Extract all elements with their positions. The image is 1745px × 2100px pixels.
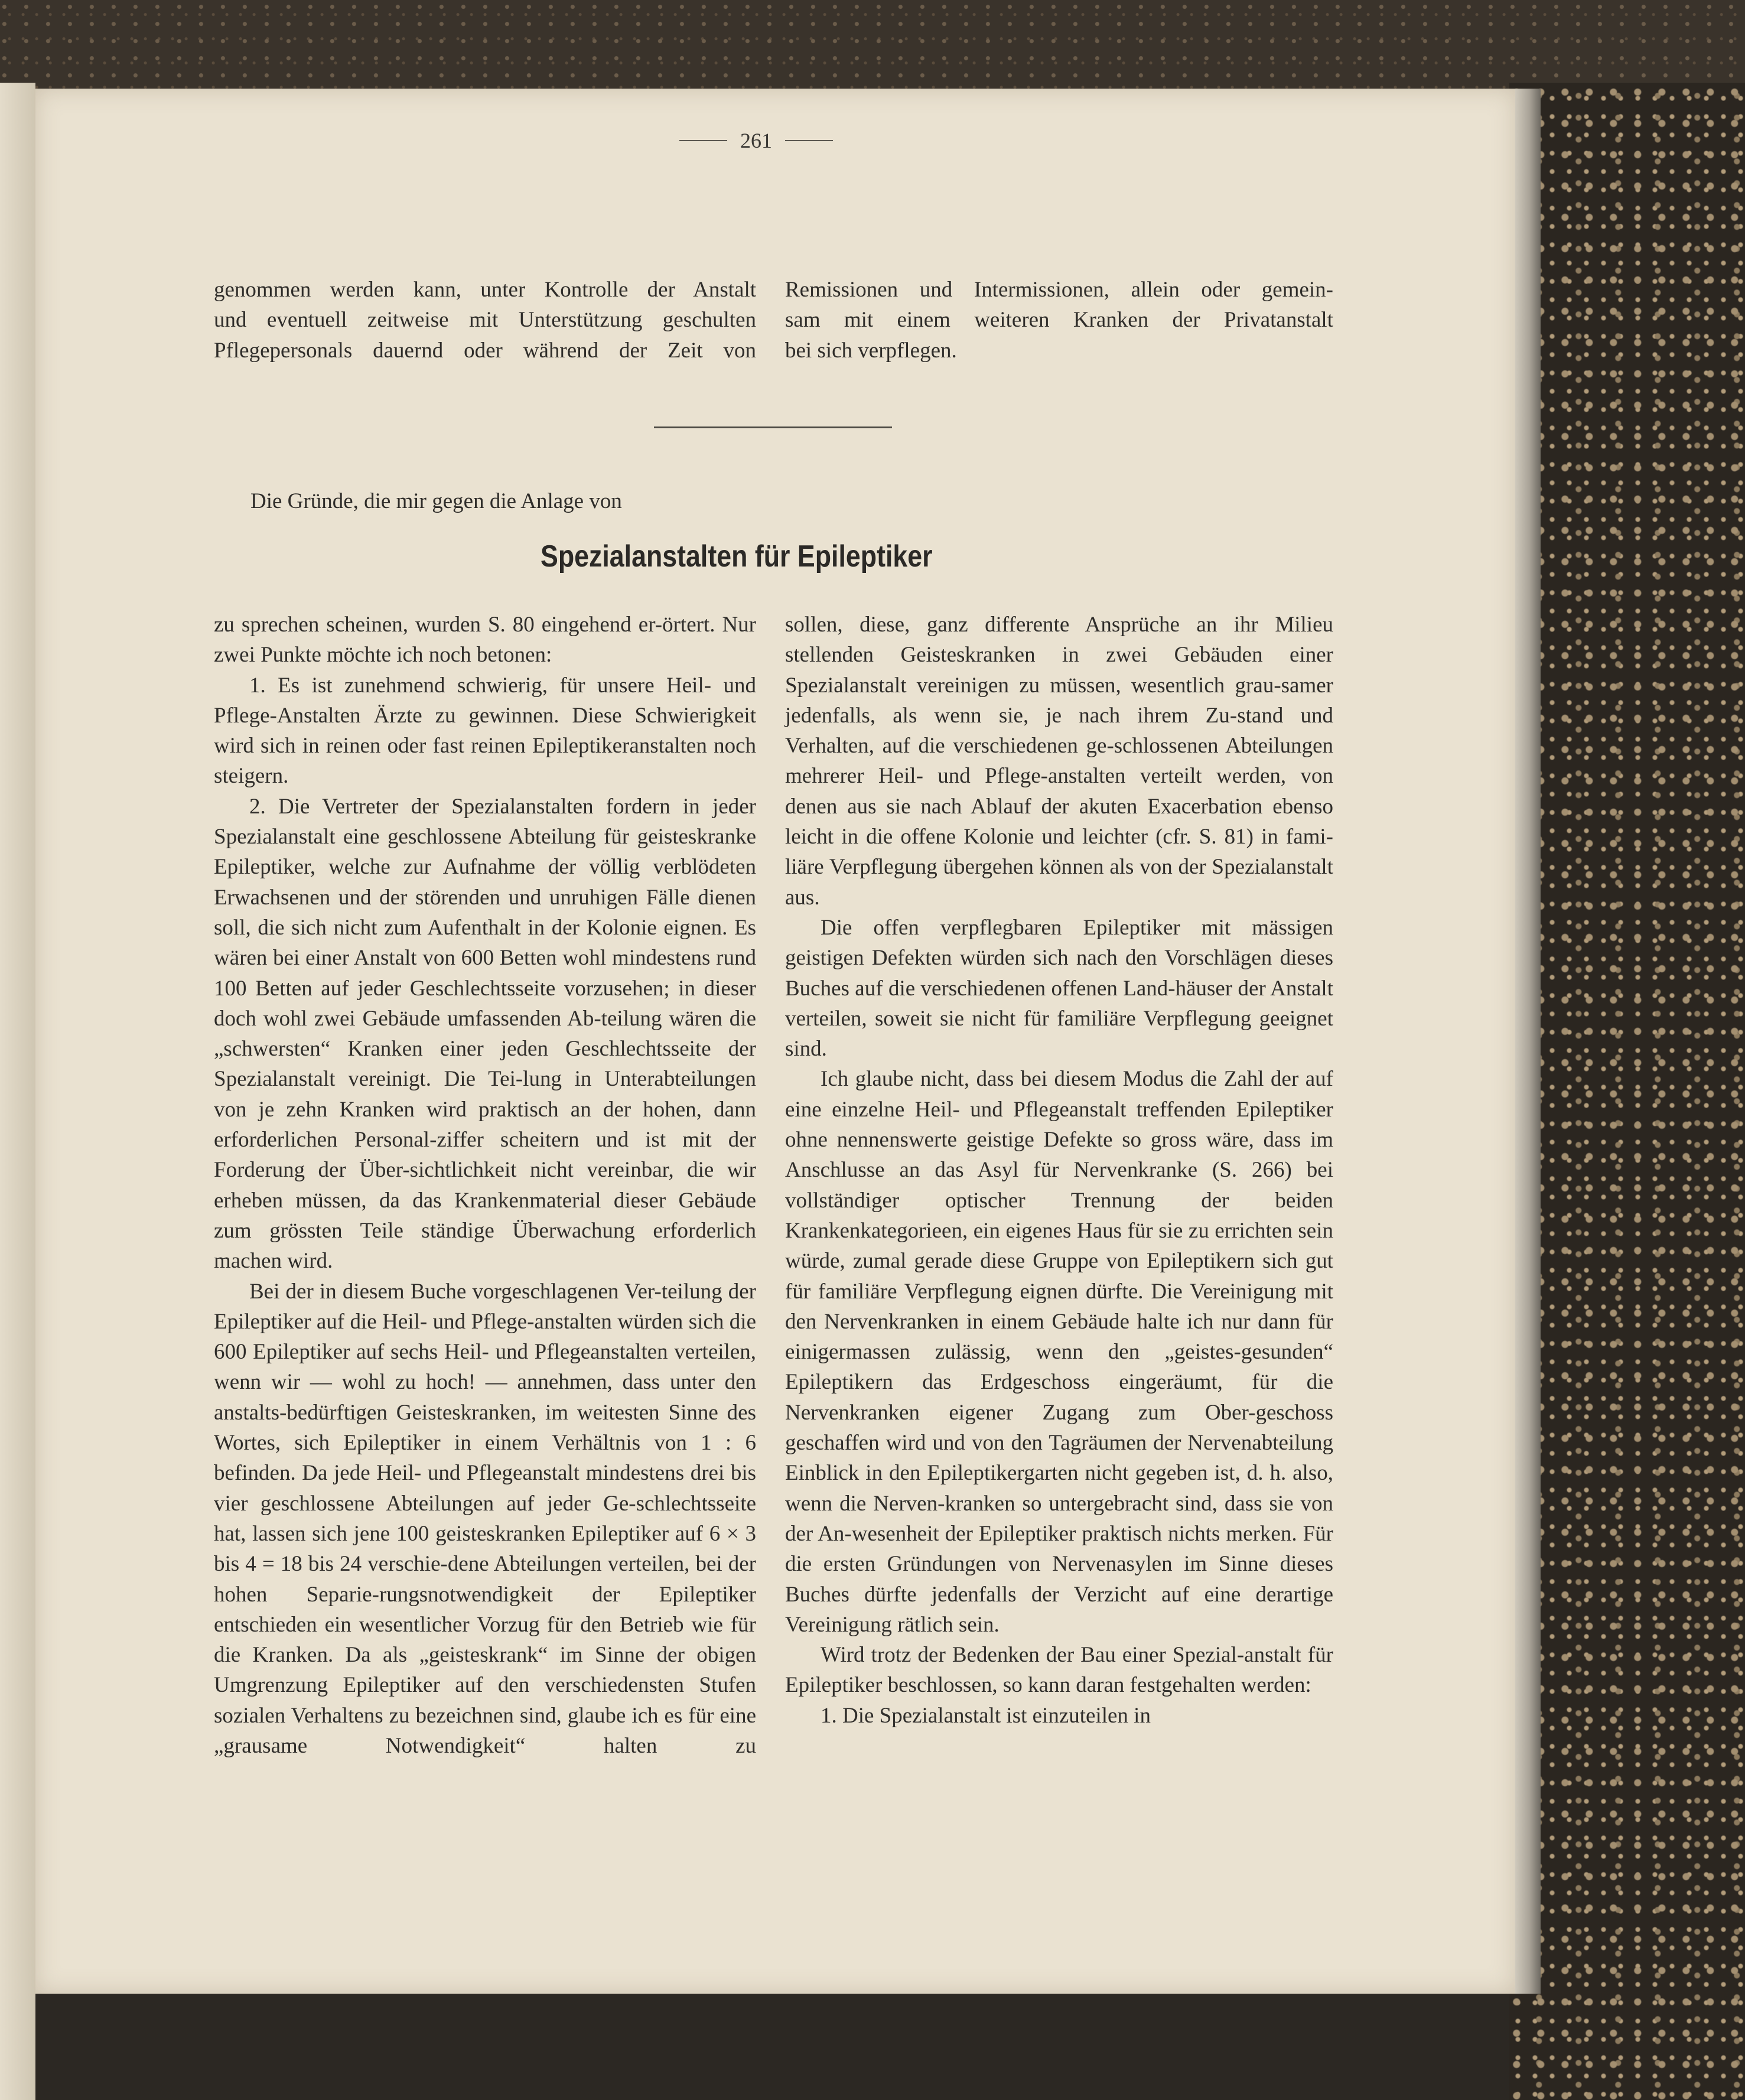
text-line: Remissionen und Intermissionen, allein oder gemein- [785, 278, 1333, 302]
section-divider [654, 426, 892, 428]
paragraph: Die offen verpflegbaren Epileptiker mit mässigen geistigen Defekten würden sich nach den Vorschlägen dieses Buches auf die verschiedenen offenen Land-häuser der Anstalt verteilen, soweit sie nicht für familiäre Verpflegung geeignet sind. [785, 915, 1333, 1062]
paragraph: Ich glaube nicht, dass bei diesem Modus die Zahl der auf eine einzelne Heil- und Pflegeanstalt treffenden Epileptiker ohne nennenswerte geistige Defekte so gross wäre, dass im Anschlusse an das Asyl für Nervenkranke (S. 266) bei vollständiger optischer Trennung der beiden Krankenkategorieen, ein eigenes Haus für sie zu errichten sein würde, zumal gerade diese Gruppe von Epileptikern sich gut für familiäre Verpflegung eignen dürfte. Die Vereinigung mit den Nervenkranken in einem Gebäude halte ich nur dann für einigermassen zulässig, wenn den „geistes-gesunden“ Epileptikern das Erdgeschoss eingeräumt, für die Nervenkranken eigener Zugang zum Ober-geschoss geschaffen wird und von den Tagräumen der Nervenabteilung Einblick in den Epileptikergarten nicht gegeben ist, d. h. also, wenn die Nerven-kranken so untergebracht sind, dass sie von der An-wesenheit der Epileptiker praktisch nichts merken. Für die ersten Gründungen von Nervenasylen im Sinne dieses Buches dürfte jedenfalls der Verzicht auf eine derartige Vereinigung rätlich sein. [785, 1067, 1333, 1637]
text-line: sam mit einem weiteren Kranken der Privatanstalt [785, 308, 1333, 333]
paragraph: sollen, diese, ganz differente Ansprüche an ihr Milieu stellenden Geisteskranken in zwei Gebäuden einer Spezialanstalt vereinigen zu müssen, wesentlich grau-samer jedenfalls, als wenn sie, je nach ihrem Zu-stand und Verhalten, auf die verschiedenen ge-schlossenen Abteilungen mehrerer Heil- und Pflege-anstalten verteilt werden, von denen aus sie nach Ablauf der akuten Exacerbation ebenso leicht in die offene Kolonie und leichter (cfr. S. 81) in fami-liäre Verpflegung übergehen können als von der Spezialanstalt aus. [785, 613, 1333, 910]
text-line: Pflegepersonals dauernd oder während der Zeit von [214, 338, 756, 363]
book-spine-top [0, 0, 1745, 89]
paragraph: 2. Die Vertreter der Spezialanstalten fordern in jeder Spezialanstalt eine geschlossene Abteilung für geisteskranke Epileptiker, welche zur Aufnahme der völlig verblödeten Erwachsenen und der störenden und unruhigen Fälle dienen soll, die sich nicht zum Aufenthalt in der Kolonie eignen. Es wären bei einer Anstalt von 600 Betten wohl mindestens rund 100 Betten auf jeder Geschlechtsseite vorzusehen; in dieser doch wohl zwei Gebäude umfassenden Ab-teilung wären die „schwersten“ Kranken einer jeden Geschlechtsseite der Spezialanstalt vereinigt. Die Tei-lung in Unterabteilungen von je zehn Kranken wird praktisch an der hohen, dann erforderlichen Personal-ziffer scheitern und ist mit der Forderung der Über-sichtlichkeit nicht vereinbar, die wir erheben müssen, da das Krankenmaterial dieser Gebäude zum grössten Teile ständige Überwachung erforderlich machen wird. [214, 794, 756, 1274]
paragraph: 1. Es ist zunehmend schwierig, für unsere Heil- und Pflege-Anstalten Ärzte zu gewinnen. Diese Schwierigkeit wird sich in reinen oder fast reinen Epileptikeranstalten noch steigern. [214, 673, 756, 789]
facing-page-edge [0, 83, 35, 2100]
text-line: bei sich verpflegen. [785, 338, 957, 363]
page-number-dash-left [679, 140, 727, 141]
paragraph: Bei der in diesem Buche vorgeschlagenen Ver-teilung der Epileptiker auf die Heil- und Pflege-anstalten würden sich die 600 Epileptiker auf sechs Heil- und Pflegeanstalten verteilen, wenn wir — wohl zu hoch! — annehmen, dass unter den anstalts-bedürftigen Geisteskranken, im weitesten Sinne des Wortes, sich Epileptiker in einem Verhältnis von 1 : 6 befinden. Da jede Heil- und Pflegeanstalt mindestens drei bis vier geschlossene Abteilungen auf jeder Ge-schlechtsseite hat, lassen sich jene 100 geisteskranken Epileptiker auf 6 × 3 bis 4 = 18 bis 24 verschie-dene Abteilungen verteilen, bei der hohen Separie-rungsnotwendigkeit der Epileptiker entschieden ein wesentlicher Vorzug für den Betrieb wie für die Kranken. Da als „geisteskrank“ im Sinne der obigen Umgrenzung Epileptiker auf den verschiedensten Stufen sozialen Verhaltens zu bezeichnen sind, glaube ich es für eine „grausame Notwendigkeit“ halten zu [214, 1279, 756, 1758]
page-number-text: 261 [740, 129, 772, 152]
page-number [679, 123, 833, 158]
intro-line: Die Gründe, die mir gegen die Anlage von [250, 489, 622, 513]
marbled-book-cover [1509, 83, 1745, 2100]
right-column [785, 610, 1333, 1731]
page-number-dash-right [785, 140, 833, 141]
section-heading: Spezialanstalten für Epileptiker [541, 539, 933, 574]
paragraph: zu sprechen scheinen, wurden S. 80 eingehend er-örtert. Nur zwei Punkte möchte ich noch betonen: [214, 613, 756, 668]
text-line: genommen werden kann, unter Kontrolle der Anstalt [214, 278, 756, 302]
text-line: und eventuell zeitweise mit Unterstützung geschulten [214, 308, 756, 333]
top-right-column [785, 275, 1333, 366]
paragraph: 1. Die Spezialanstalt ist einzuteilen in [821, 1703, 1151, 1728]
paragraph: Wird trotz der Bedenken der Bau einer Spezial-anstalt für Epileptiker beschlossen, so kann daran festgehalten werden: [785, 1643, 1333, 1698]
page-stack-edge [1512, 89, 1541, 1994]
top-left-column [214, 275, 756, 366]
left-column [214, 610, 756, 1761]
